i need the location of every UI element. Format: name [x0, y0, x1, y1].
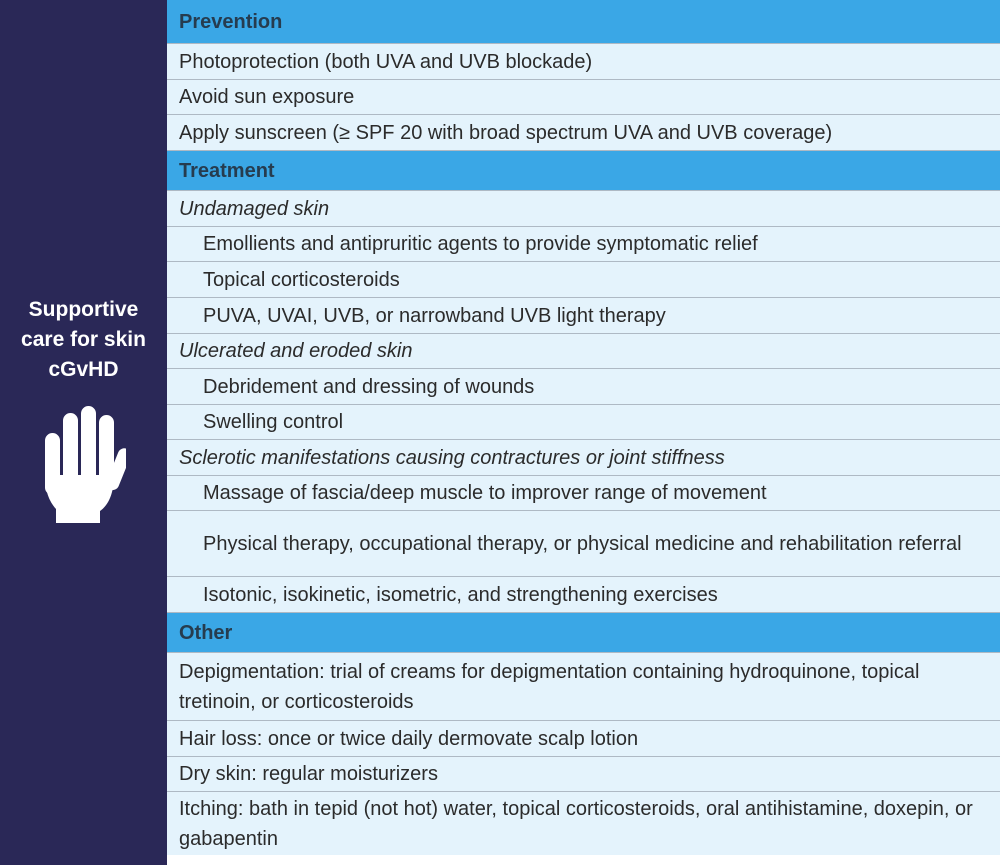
list-item: Depigmentation: trial of creams for depigmentation containing hydroquinone, topical tretinoin, or corticosteroids: [167, 653, 1000, 721]
list-item: Massage of fascia/deep muscle to improver range of movement: [167, 476, 1000, 511]
list-item: Itching: bath in tepid (not hot) water, topical corticosteroids, oral antihistamine, doxepin, or gabapentin: [167, 792, 1000, 855]
subsection-sclerotic-manifestations: Sclerotic manifestations causing contractures or joint stiffness: [167, 440, 1000, 476]
section-header-prevention: Prevention: [167, 0, 1000, 44]
list-item: Photoprotection (both UVA and UVB blockade): [167, 44, 1000, 80]
list-item: Debridement and dressing of wounds: [167, 369, 1000, 405]
list-item: Emollients and antipruritic agents to provide symptomatic relief: [167, 227, 1000, 262]
list-item: Physical therapy, occupational therapy, or physical medicine and rehabilitation referral: [167, 511, 1000, 577]
list-item: Hair loss: once or twice daily dermovate scalp lotion: [167, 721, 1000, 757]
care-table: [167, 0, 1000, 865]
sidebar-title: Supportive care for skin cGvHD: [21, 298, 146, 381]
list-item: Topical corticosteroids: [167, 262, 1000, 298]
list-item: PUVA, UVAI, UVB, or narrowband UVB light therapy: [167, 298, 1000, 334]
section-header-treatment: Treatment: [167, 151, 1000, 191]
sidebar: [0, 0, 167, 865]
list-item: Avoid sun exposure: [167, 80, 1000, 115]
section-header-other: Other: [167, 613, 1000, 653]
hand-icon: [42, 405, 126, 530]
list-item: Isotonic, isokinetic, isometric, and strengthening exercises: [167, 577, 1000, 613]
list-item: Apply sunscreen (≥ SPF 20 with broad spectrum UVA and UVB coverage): [167, 115, 1000, 151]
list-item: Dry skin: regular moisturizers: [167, 757, 1000, 792]
list-item: Swelling control: [167, 405, 1000, 440]
subsection-ulcerated-skin: Ulcerated and eroded skin: [167, 334, 1000, 369]
subsection-undamaged-skin: Undamaged skin: [167, 191, 1000, 227]
